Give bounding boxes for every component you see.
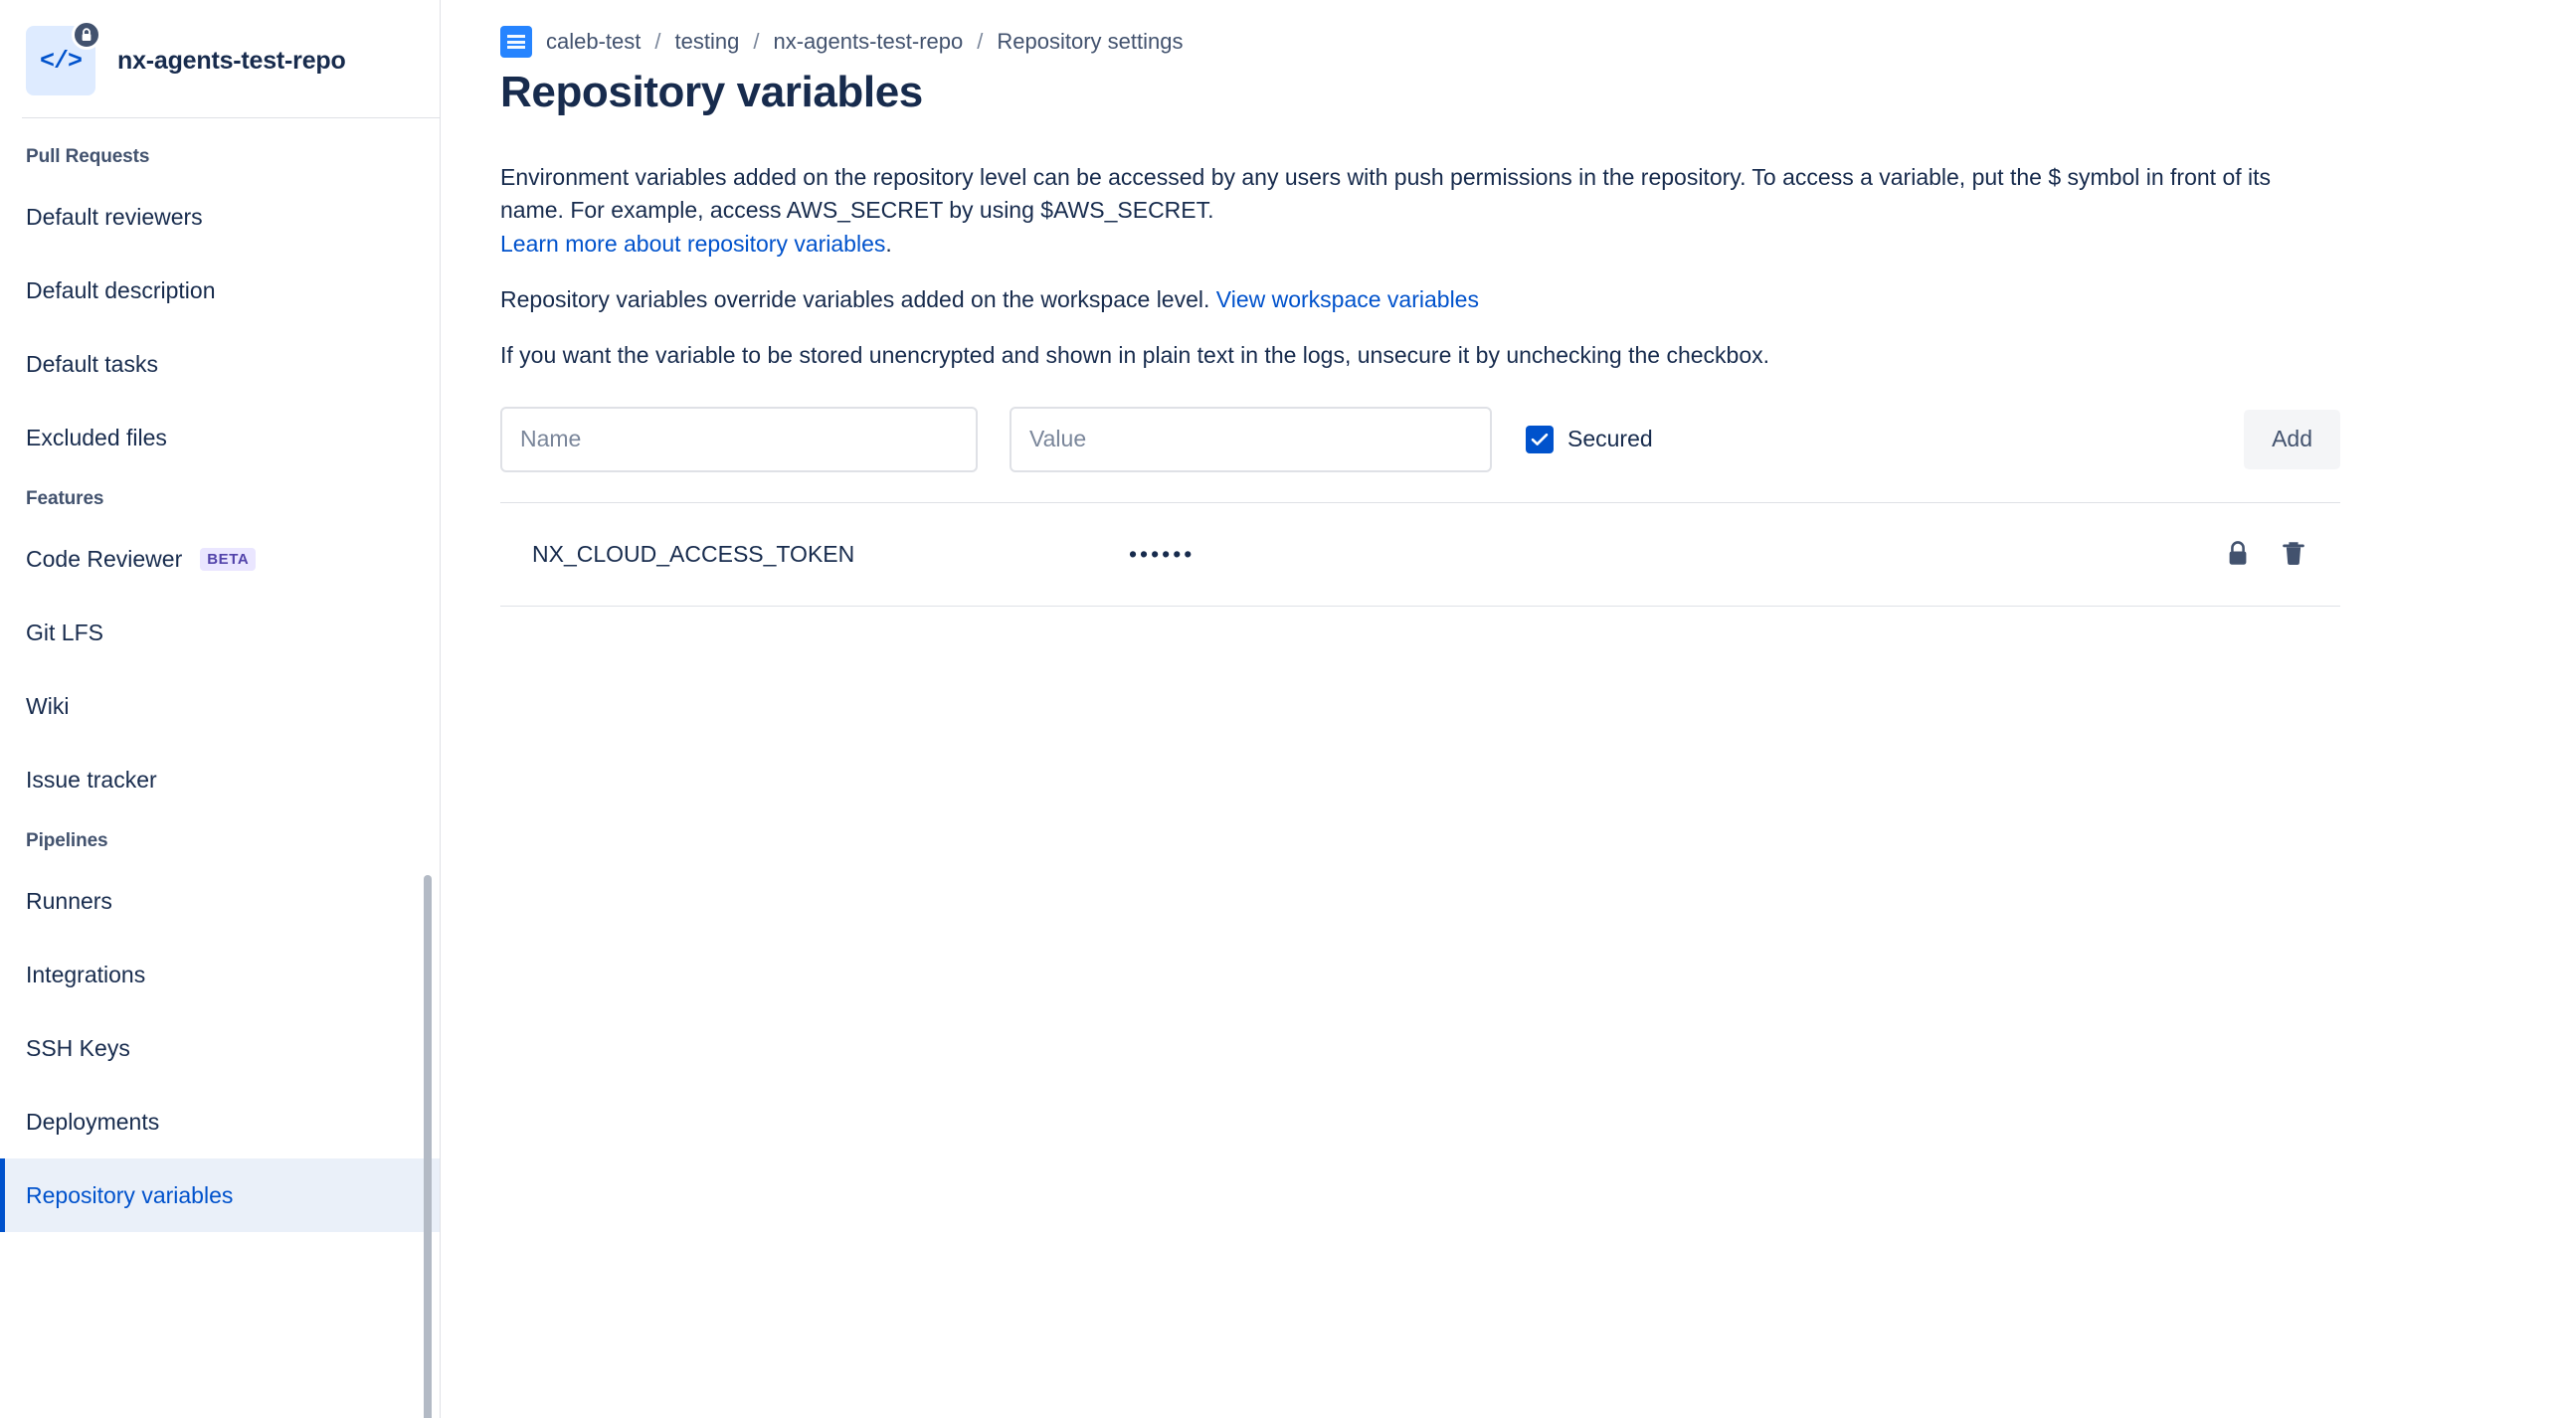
sidebar-item-label: Deployments [26, 1108, 160, 1135]
variable-name-cell: NX_CLOUD_ACCESS_TOKEN [532, 540, 855, 567]
settings-sidebar [0, 0, 441, 1418]
sidebar-item-label: Repository variables [26, 1181, 234, 1208]
beta-badge: BETA [200, 548, 256, 571]
sidebar-item-code-reviewer[interactable] [0, 522, 440, 596]
sidebar-section-pipelines: Pipelines [26, 830, 108, 851]
learn-more-link[interactable]: Learn more about repository variables [500, 230, 886, 257]
sidebar-item-label: Issue tracker [26, 766, 157, 793]
sidebar-item-default-tasks[interactable] [0, 327, 440, 401]
secured-checkbox[interactable] [1526, 426, 1653, 453]
sidebar-item-label: Default reviewers [26, 203, 203, 230]
code-brackets-icon: </> [39, 46, 82, 76]
sidebar-item-default-reviewers[interactable] [0, 180, 440, 254]
repo-header[interactable] [0, 0, 440, 117]
repo-avatar [26, 26, 95, 95]
sidebar-item-git-lfs[interactable] [0, 596, 440, 669]
view-workspace-variables-link[interactable]: View workspace variables [1215, 286, 1479, 313]
sidebar-item-deployments[interactable] [0, 1085, 440, 1158]
sidebar-item-wiki[interactable] [0, 669, 440, 743]
sidebar-scrollbar[interactable] [424, 875, 432, 1418]
sidebar-item-default-description[interactable] [0, 254, 440, 327]
breadcrumb-workspace[interactable]: caleb-test [546, 29, 642, 54]
sidebar-item-label: Git LFS [26, 619, 103, 645]
sidebar-item-integrations[interactable] [0, 938, 440, 1011]
sidebar-item-excluded-files[interactable] [0, 401, 440, 474]
description-text-1: Environment variables added on the repository level can be accessed by any users with push permissions in the repository. To access a variable, put the $ symbol in front of its name. For example, access AWS_SECRET by using $AWS_SECRET. [500, 164, 2272, 224]
variable-value-input[interactable] [1010, 407, 1492, 472]
variable-name-input[interactable] [500, 407, 978, 472]
description-paragraph-2 [500, 283, 2281, 316]
sidebar-item-label: Runners [26, 887, 112, 914]
workspace-avatar-icon [500, 26, 532, 58]
sidebar-nav [0, 118, 440, 1232]
sidebar-section-pull-requests: Pull Requests [26, 146, 150, 167]
breadcrumb-separator: / [977, 29, 984, 54]
sidebar-section-features: Features [26, 488, 104, 509]
sidebar-item-label: Integrations [26, 961, 146, 987]
sidebar-item-issue-tracker[interactable] [0, 743, 440, 816]
sidebar-item-label: Excluded files [26, 424, 167, 450]
add-button[interactable]: Add [2244, 410, 2340, 469]
sidebar-item-label: Wiki [26, 692, 70, 719]
lock-icon[interactable] [2225, 540, 2251, 568]
lock-icon [72, 20, 101, 50]
breadcrumb-project[interactable]: testing [674, 29, 740, 54]
page-title: Repository variables [500, 68, 923, 116]
variable-value-cell: •••••• [1129, 540, 1196, 567]
breadcrumb-separator: / [753, 29, 760, 54]
description-text-2: Repository variables override variables added on the workspace level. [500, 286, 1210, 313]
sidebar-item-repository-variables[interactable] [0, 1158, 440, 1232]
checkbox-checked-icon [1526, 426, 1554, 453]
trash-icon[interactable] [2281, 540, 2306, 568]
description-paragraph-3: If you want the variable to be stored unencrypted and shown in plain text in the logs, unsecure it by unchecking the checkbox. [500, 342, 1770, 369]
sidebar-item-label: Default description [26, 276, 216, 303]
sidebar-item-ssh-keys[interactable] [0, 1011, 440, 1085]
breadcrumb-repo[interactable]: nx-agents-test-repo [773, 29, 964, 54]
sidebar-item-label: Code Reviewer [26, 545, 183, 572]
secured-label: Secured [1567, 426, 1653, 452]
description-paragraph-1 [500, 161, 2281, 261]
sidebar-item-label: Default tasks [26, 350, 158, 377]
breadcrumb-current: Repository settings [997, 29, 1184, 54]
variables-table [500, 502, 2340, 607]
row-actions [2225, 540, 2306, 568]
breadcrumb [500, 26, 2516, 58]
sidebar-item-label: SSH Keys [26, 1034, 130, 1061]
learn-more-period: . [885, 230, 892, 257]
table-row [500, 503, 2340, 607]
add-variable-form [500, 407, 2340, 472]
breadcrumb-separator: / [654, 29, 661, 54]
main-content [441, 0, 2576, 1418]
sidebar-item-runners[interactable] [0, 864, 440, 938]
repo-name: nx-agents-test-repo [117, 46, 346, 75]
